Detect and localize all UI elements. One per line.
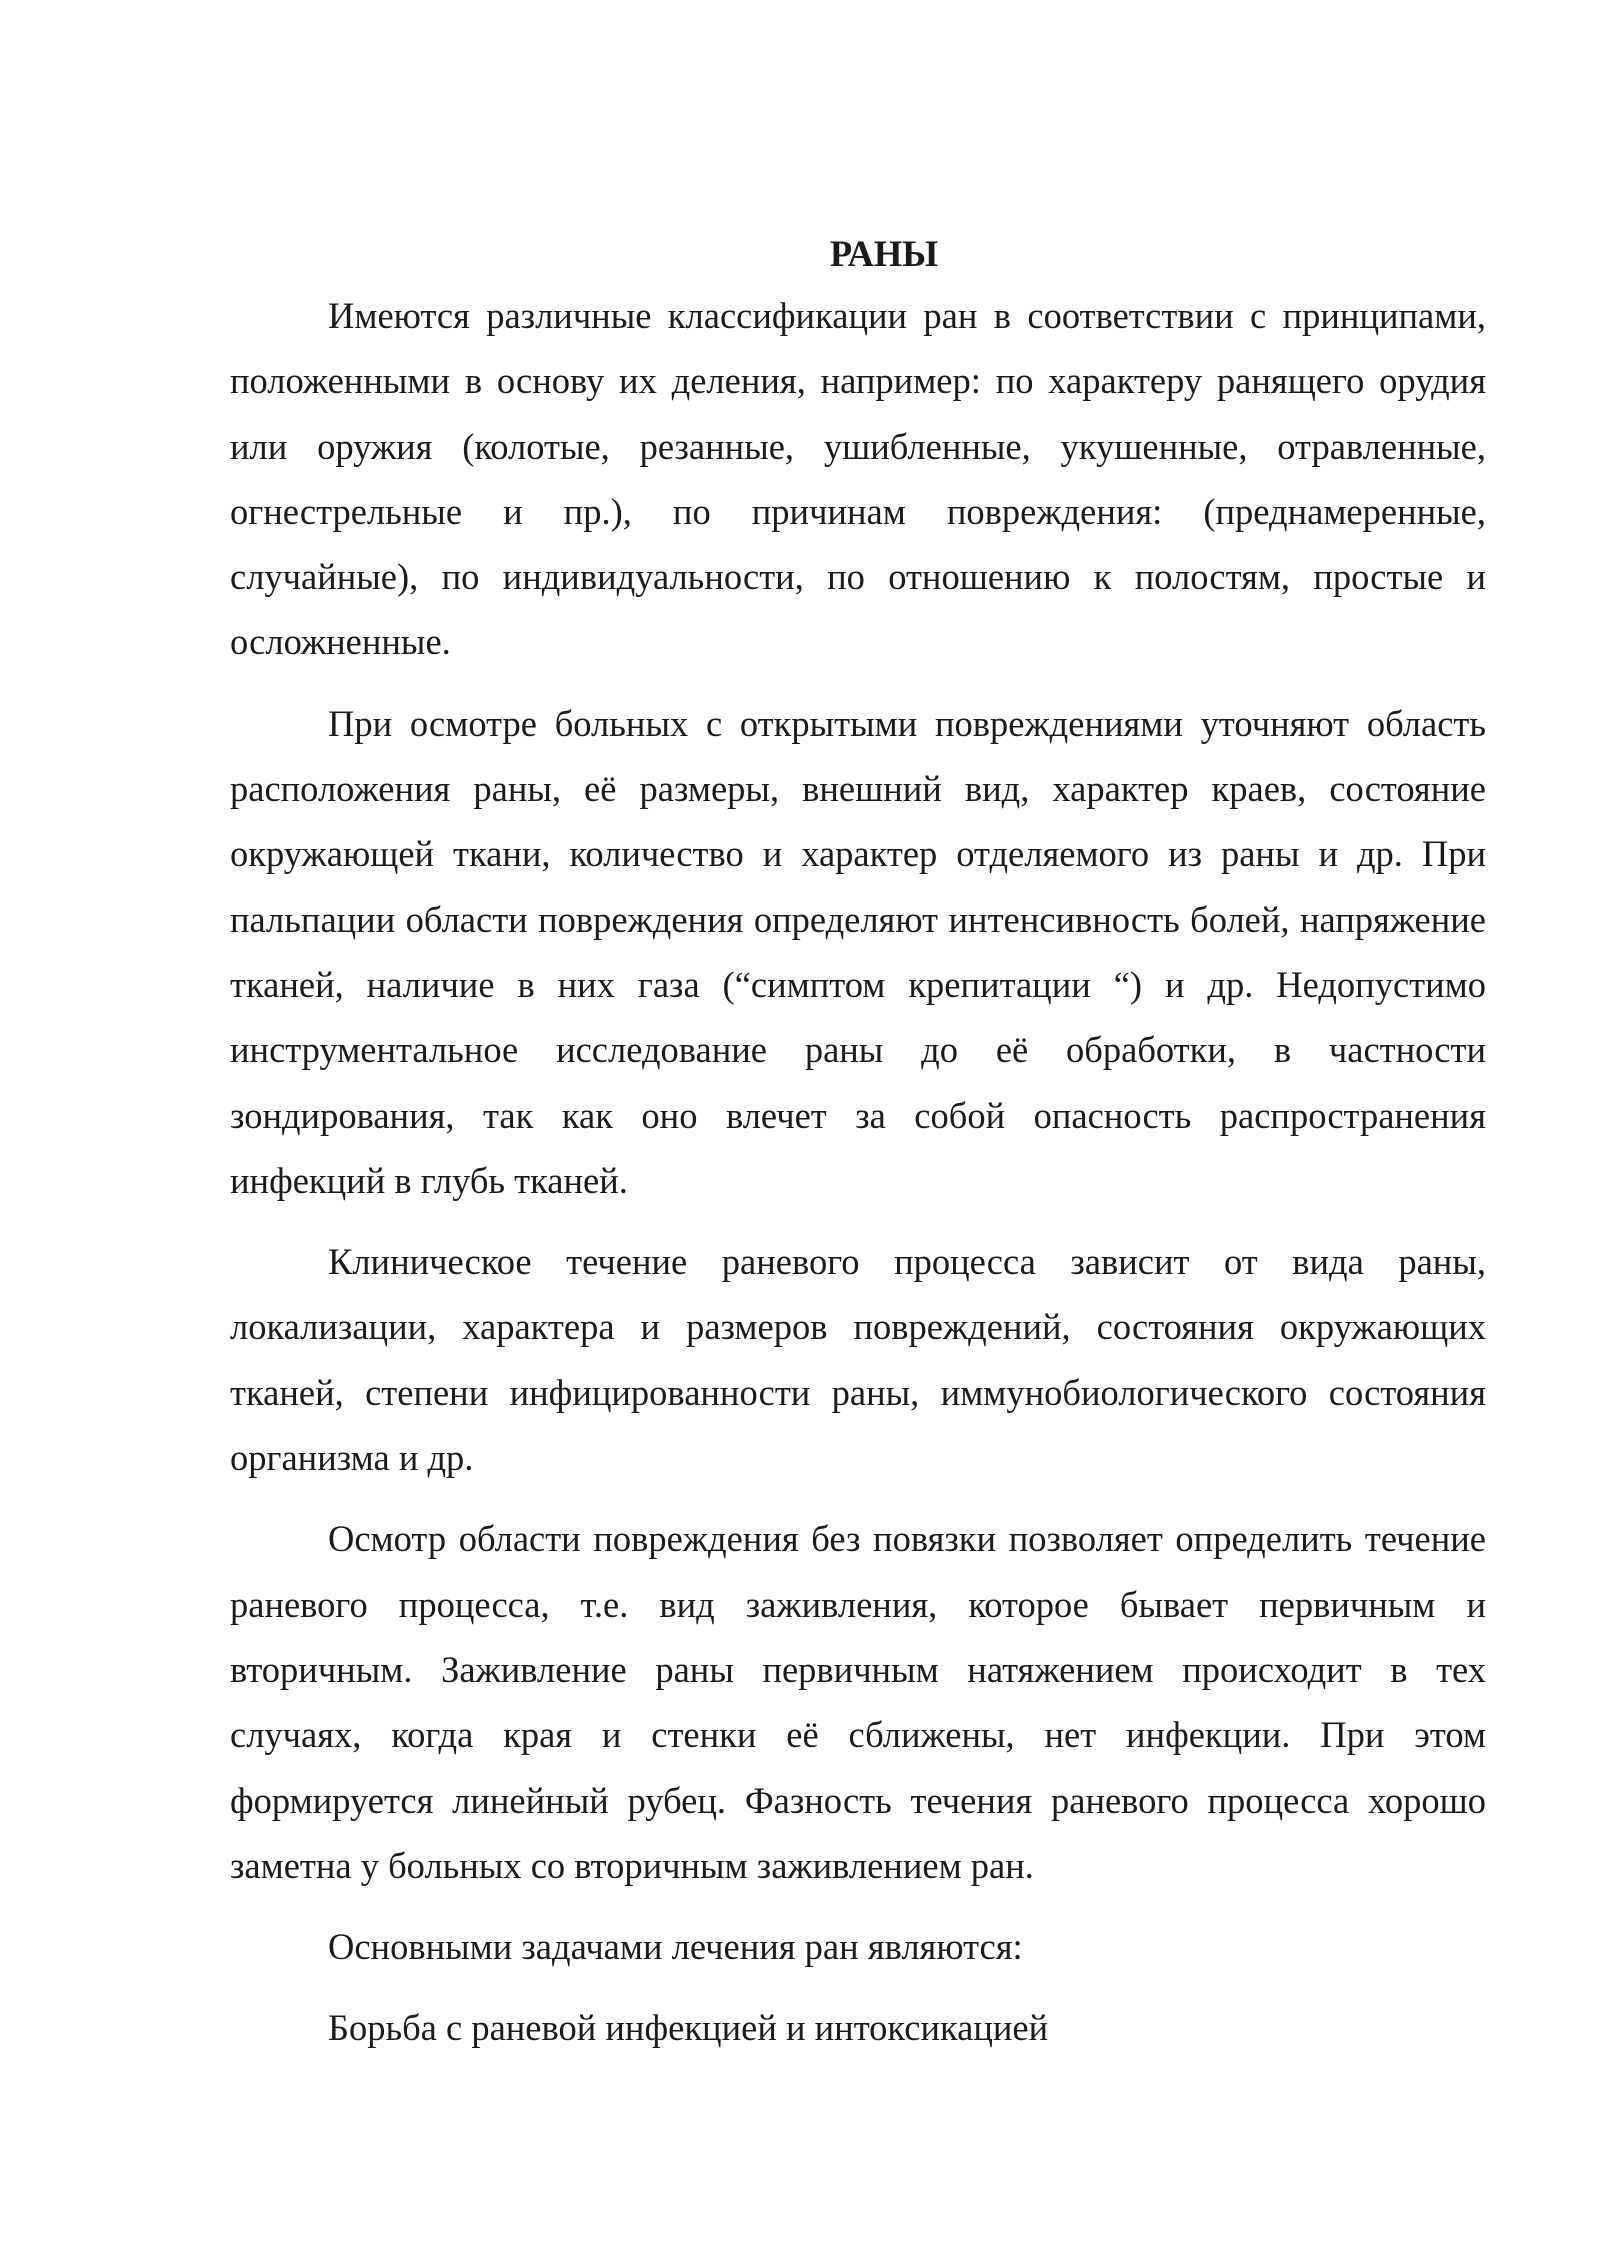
paragraph-treatment-goals: Основными задачами лечения ран являются: — [328, 1926, 1023, 1968]
document-body — [230, 228, 1486, 2077]
document-title: РАНЫ — [829, 233, 939, 274]
paragraph-infection-control: Борьба с раневой инфекцией и интоксикацией — [328, 2007, 1049, 2049]
paragraph-wound-classification: Имеются различные классификации ран в соответствии с принципами, положенными в основу их деления, например: по характеру ранящего орудия или оружия (колотые, резанные, ушибленные, укушенные, отравленные, огнестрельные и пр.), по причинам повреждения: (преднамеренные, случайные), по индивидуальности, по отношению к полостям, простые и осложненные. — [230, 295, 1486, 663]
paragraph-examination: При осмотре больных с открытыми повреждениями уточняют область расположения раны, её размеры, внешний вид, характер краев, состояние окружающей ткани, количество и характер отделяемого из раны и др. При пальпации области повреждения определяют интенсивность болей, напряжение тканей, наличие в них газа (“симптом крепитации “) и др. Недопустимо инструментальное исследование раны до её обработки, в частности зондирования, так как оно влечет за собой опасность распространения инфекций в глубь тканей. — [230, 702, 1486, 1201]
paragraph-healing: Осмотр области повреждения без повязки позволяет определить течение раневого процесса, т.е. вид заживления, которое бывает первичным и вторичным. Заживление раны первичным натяжением происходит в тех случаях, когда края и стенки её сближены, нет инфекции. При этом формируется линейный рубец. Фазность течения раневого процесса хорошо заметна у больных со вторичным заживлением ран. — [230, 1518, 1486, 1886]
paragraph-clinical-course: Клиническое течение раневого процесса зависит от вида раны, локализации, характера и размеров повреждений, состояния окружающих тканей, степени инфицированности раны, иммунобиологического состояния организма и др. — [230, 1241, 1486, 1479]
